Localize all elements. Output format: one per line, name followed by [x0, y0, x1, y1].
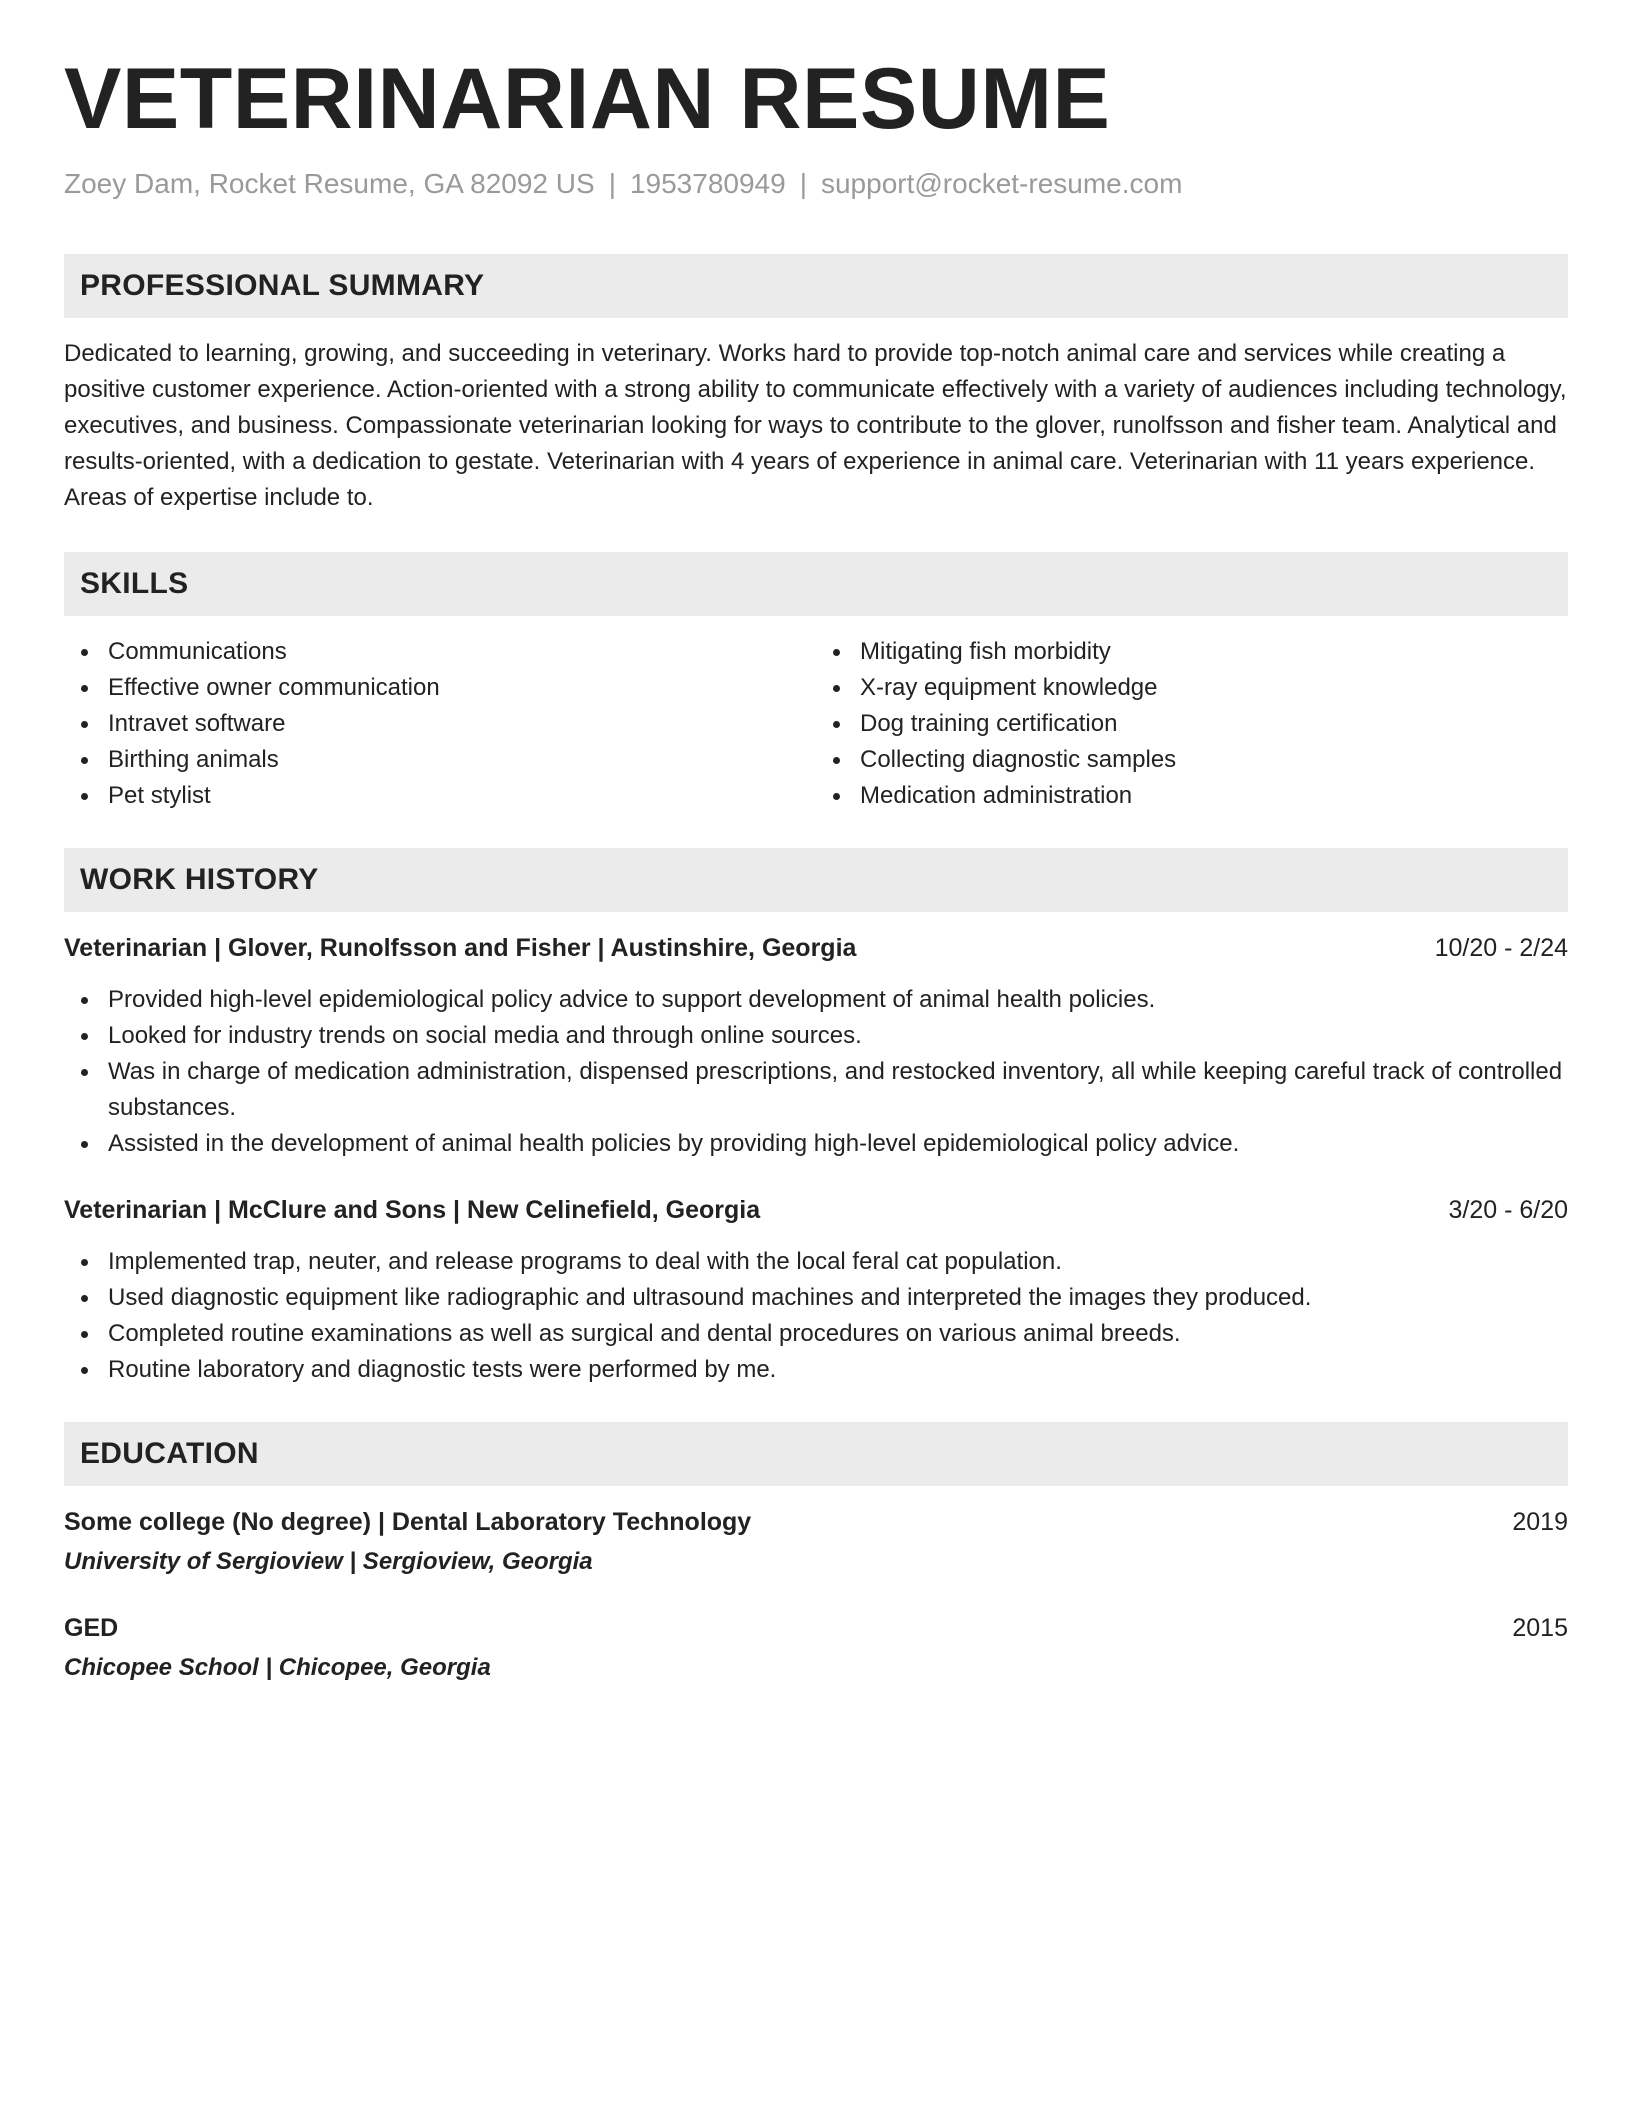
- skill-item: Pet stylist: [64, 778, 816, 814]
- section-header-summary: PROFESSIONAL SUMMARY: [64, 254, 1568, 318]
- contact-separator: |: [799, 167, 807, 199]
- summary-text: Dedicated to learning, growing, and succeeding in veterinary. Works hard to provide top-notch animal care and services while creating a positive customer experience. Action-oriented with a strong ability to communicate effectively with a variety of audiences including technology, executives, and business. Compassionate veterinarian looking for ways to contribute to the glover, runolfsson and fisher team. Analytical and results-oriented, with a dedication to gestate. Veterinarian with 4 years of experience in animal care. Veterinarian with 11 years experience. Areas of expertise include to.: [64, 340, 1567, 512]
- skill-item: Intravet software: [64, 706, 816, 742]
- education-header: [64, 1610, 1568, 1646]
- skills-list-right: [816, 634, 1568, 814]
- skill-item: Communications: [64, 634, 816, 670]
- job-header: [64, 1192, 1568, 1228]
- education-entry: [64, 1504, 1568, 1580]
- contact-email: support@rocket-resume.com: [820, 167, 1183, 199]
- skills-list-left: [64, 634, 816, 814]
- job-bullet: Looked for industry trends on social media and through online sources.: [64, 1018, 1568, 1054]
- education-school: Chicopee School | Chicopee, Georgia: [64, 1654, 491, 1682]
- job-entry: [64, 1192, 1568, 1388]
- job-bullet: Used diagnostic equipment like radiographic and ultrasound machines and interpreted the images they produced.: [64, 1280, 1568, 1316]
- education-degree: GED: [64, 1614, 119, 1643]
- job-header: [64, 930, 1568, 966]
- job-bullet: Routine laboratory and diagnostic tests were performed by me.: [64, 1352, 1568, 1388]
- section-header-skills: SKILLS: [64, 552, 1568, 616]
- education-header: [64, 1504, 1568, 1540]
- section-header-work-history: WORK HISTORY: [64, 848, 1568, 912]
- job-bullet: Was in charge of medication administration, dispensed prescriptions, and restocked inventory, all while keeping careful track of controlled substances.: [64, 1054, 1568, 1126]
- skill-item: Birthing animals: [64, 742, 816, 778]
- skill-item: Effective owner communication: [64, 670, 816, 706]
- skill-item: Collecting diagnostic samples: [816, 742, 1568, 778]
- job-bullet: Assisted in the development of animal health policies by providing high-level epidemiological policy advice.: [64, 1126, 1568, 1162]
- job-bullet: Completed routine examinations as well as surgical and dental procedures on various animal breeds.: [64, 1316, 1568, 1352]
- section-header-education: EDUCATION: [64, 1422, 1568, 1486]
- resume-title: VETERINARIAN RESUME: [64, 51, 1111, 147]
- job-entry: [64, 930, 1568, 1162]
- job-bullets: [64, 982, 1568, 1162]
- contact-phone: 1953780949: [629, 167, 786, 199]
- job-bullet: Provided high-level epidemiological policy advice to support development of animal health policies.: [64, 982, 1568, 1018]
- contact-separator: |: [608, 167, 616, 199]
- education-year: 2019: [1512, 1508, 1568, 1537]
- skill-item: X-ray equipment knowledge: [816, 670, 1568, 706]
- education-entry: [64, 1610, 1568, 1686]
- education-degree: Some college (No degree) | Dental Laboratory Technology: [64, 1508, 752, 1537]
- skills-grid: [64, 634, 1568, 814]
- contact-line: [64, 167, 1568, 201]
- job-dates: 10/20 - 2/24: [1434, 934, 1568, 963]
- skill-item: Medication administration: [816, 778, 1568, 814]
- education-year: 2015: [1512, 1614, 1568, 1643]
- job-title: Veterinarian | Glover, Runolfsson and Fisher | Austinshire, Georgia: [64, 934, 857, 963]
- skill-item: Mitigating fish morbidity: [816, 634, 1568, 670]
- skill-item: Dog training certification: [816, 706, 1568, 742]
- job-title: Veterinarian | McClure and Sons | New Celinefield, Georgia: [64, 1196, 761, 1225]
- job-bullets: [64, 1244, 1568, 1388]
- contact-address: Zoey Dam, Rocket Resume, GA 82092 US: [64, 167, 595, 199]
- education-school: University of Sergioview | Sergioview, Georgia: [64, 1548, 593, 1576]
- job-bullet: Implemented trap, neuter, and release programs to deal with the local feral cat population.: [64, 1244, 1568, 1280]
- job-dates: 3/20 - 6/20: [1448, 1196, 1568, 1225]
